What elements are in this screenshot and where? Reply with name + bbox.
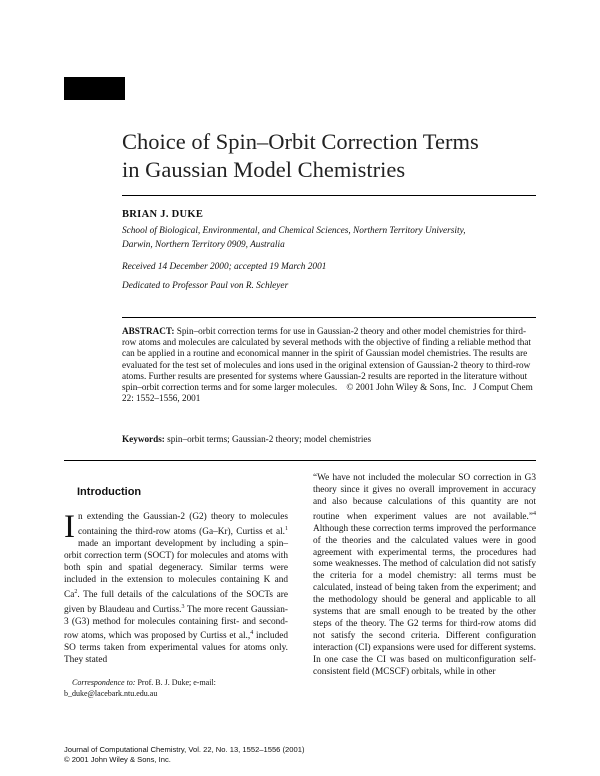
paper-title	[122, 128, 542, 184]
intro-text-d: The more recent Gaussian-3 (G3) method for molecules containing first- and second-row atoms, which was proposed by Curtiss et al.,	[64, 604, 288, 642]
section-rule	[64, 460, 536, 461]
author-affiliation	[122, 225, 542, 252]
intro-text-e: included SO terms taken from experimental values for atoms only. They stated	[64, 631, 288, 666]
abstract-citation: J Comput Chem 22: 1552–1556, 2001	[122, 382, 533, 404]
intro-text-c: . The full details of the calculations of the SOCTs are given by Blaudeau and Curtiss.	[64, 589, 288, 615]
title-line-2: in Gaussian Model Chemistries	[122, 157, 406, 182]
introduction-heading: Introduction	[77, 486, 142, 498]
ref-1: 1	[285, 525, 288, 532]
abstract-text: Spin–orbit correction terms for use in Gaussian-2 theory and other model chemistries for third-row atoms and molecules are calculated by several methods with the objective of finding a reliable method that can be applied in a routine and economical manner in the spirit of Gaussian model chemistries. The results are evaluated for the test set of molecules and ions used in the original extension of Gaussian-2 theory to third-row atoms. Further results are presented for systems where Gaussian-2 results are reported in the literature without spin–orbit correction terms and for some larger molecules.	[122, 326, 531, 393]
correspondence-text: Prof. B. J. Duke; e-mail: b_duke@lacebark.ntu.edu.au	[64, 678, 216, 698]
dedication: Dedicated to Professor Paul von R. Schleyer	[122, 281, 289, 291]
keywords-block	[122, 434, 371, 444]
title-rule	[122, 195, 536, 196]
received-dates: Received 14 December 2000; accepted 19 March 2001	[122, 262, 327, 272]
author-name: BRIAN J. DUKE	[122, 209, 204, 220]
abstract-copyright: © 2001 John Wiley & Sons, Inc.	[346, 382, 467, 393]
intro-text-a: n extending the Gaussian-2 (G2) theory to molecules containing the third-row atoms (Ga–Kr), Curtiss et al.	[78, 512, 288, 537]
header-black-block	[64, 77, 125, 100]
affiliation-line-1: School of Biological, Environmental, and Chemical Sciences, Northern Territory University,	[122, 226, 466, 236]
journal-footer	[64, 745, 304, 764]
keywords-label: Keywords:	[122, 434, 165, 444]
correspondence-label: Correspondence to:	[72, 678, 136, 687]
right-column-text	[313, 473, 536, 679]
abstract-block	[122, 326, 536, 404]
abstract-label: ABSTRACT:	[122, 326, 175, 336]
footer-line-1: Journal of Computational Chemistry, Vol. 22, No. 13, 1552–1556 (2001)	[64, 745, 305, 754]
affiliation-line-2: Darwin, Northern Territory 0909, Australia	[122, 239, 285, 250]
ref-4b: 4	[533, 510, 536, 517]
left-column-text	[64, 509, 288, 667]
intro-text-b: made an important development by including a spin–orbit correction term (SOCT) for molecules and atoms with both spin and spatial degeneracy. Similar terms were included in the extension to molecules containing K and Ca	[64, 538, 288, 600]
footer-line-2: © 2001 John Wiley & Sons, Inc.	[64, 754, 171, 764]
ref-2: 2	[74, 588, 78, 595]
abstract-rule	[122, 317, 536, 318]
right-text-quote: “We have not included the molecular SO correction in G3 theory since it gives no overall improvement in accuracy and also because calculations of this quantity are not routine when experiment values are not available.”	[313, 473, 536, 522]
ref-4: 4	[250, 630, 254, 637]
drop-cap: I	[64, 509, 75, 545]
title-line-1: Choice of Spin–Orbit Correction Terms	[122, 129, 479, 154]
keywords-text: spin–orbit terms; Gaussian-2 theory; model chemistries	[167, 434, 372, 444]
ref-3: 3	[181, 603, 185, 610]
right-text-body: Although these correction terms improved the performance of the theories and the calculated values were in good agreement with experimental terms, the procedures had some weaknesses. The method of calculation did not satisfy the criteria for a model chemistry: all terms must be calculated, instead of being taken from the experiment; and the methodology should be general and applicable to all systems that are small enough to be treated by the other steps of the theory. The G2 terms for third-row atoms did not satisfy the second criteria. Different configuration interaction (CI) expansions were used for different systems. In one case the CI was based on multiconfiguration self-consistent field (MCSCF) orbitals, while in other	[313, 523, 536, 677]
correspondence-note	[64, 678, 288, 699]
